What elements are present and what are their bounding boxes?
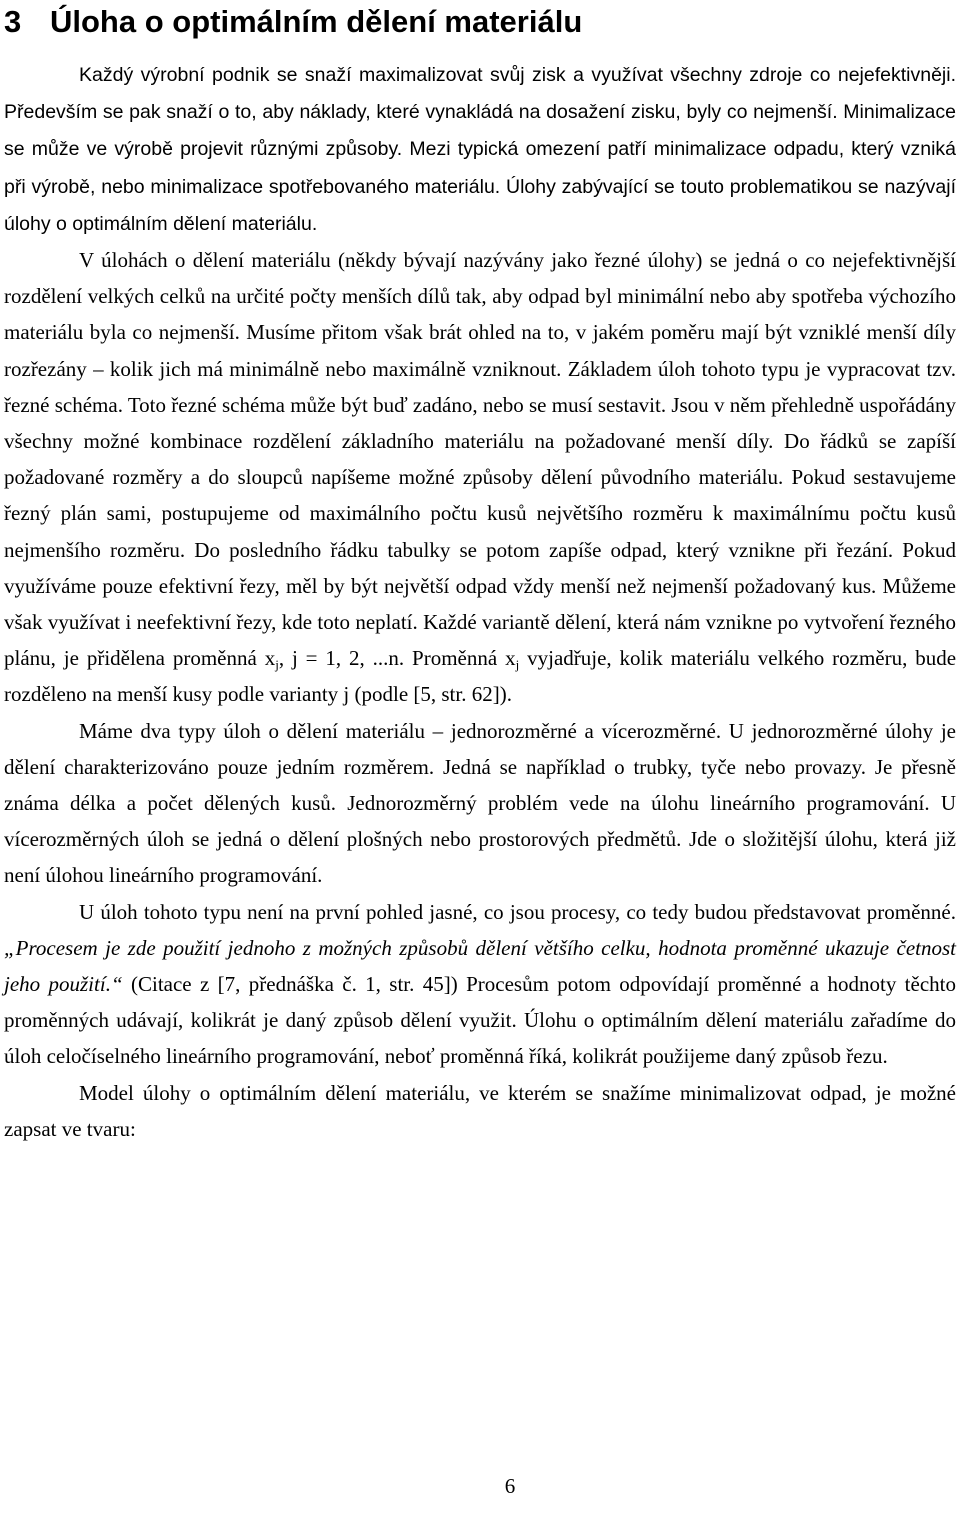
- variable-x-j-2-base: x: [505, 646, 516, 671]
- paragraph-3-text: Máme dva typy úloh o dělení materiálu – jednorozměrné a vícerozměrné. U jednorozměrné úlohy je dělení charakterizováno pouze jedním rozměrem. Jedná se například o trubky, tyče nebo provazy. Je přesně známa délka a počet dělených kusů. Jednorozměrný problém vede na úlohu lineárního programování. U vícerozměrných úloh se jedná o dělení plošných nebo prostorových předmětů. Jde o složitější úlohu, která již není úlohou lineárního programování.: [4, 718, 956, 888]
- paragraph-4: [4, 894, 956, 1075]
- paragraph-3: [4, 713, 956, 894]
- paragraph-5-text: Model úlohy o optimálním dělení materiálu, ve kterém se snažíme minimalizovat odpad, je možné zapsat ve tvaru:: [4, 1080, 956, 1141]
- paragraph-4-text-1: U úloh tohoto typu není na první pohled jasné, co jsou procesy, co tedy budou představovat proměnné.: [79, 899, 956, 924]
- paragraph-2-text-3: vyjadřuje, kolik materiálu velkého rozměru, bude rozděleno na menší kusy podle varianty j (podle [5, str. 62]).: [4, 646, 957, 707]
- paragraph-2-text-2: , j = 1, 2, ...n. Proměnná: [278, 646, 498, 671]
- italic-quote: „Procesem je zde použití jednoho z možných způsobů dělení většího celku, hodnota proměnné ukazuje četnost jeho použití.“: [4, 935, 956, 997]
- paragraph-2-text-1: V úlohách o dělení materiálu (někdy bývají nazývány jako řezné úlohy) se jedná o co nejefektivnější rozdělení velkých celků na určité počty menších dílů tak, aby odpad byl minimální nebo aby spotřeba výchozího materiálu byla co nejmenší. Musíme přitom však brát ohled na to, v jakém poměru mají být vzniklé menší díly rozřezány – kolik jich má minimálně nebo maximálně vzniknout. Základem úloh tohoto typu je vypracovat tzv. řezné schéma. Toto řezné schéma může být buď zadáno, nebo se musí sestavit. Jsou v něm přehledně uspořádány všechny možné kombinace rozdělení základního materiálu na požadované menší díly. Do řádků se zapíší požadované rozměry a do sloupců napíšeme možné způsoby dělení původního materiálu. Pokud sestavujeme řezný plán sami, postupujeme od maximálního počtu kusů největšího rozměru k maximálnímu počtu kusů nejmenšího rozměru. Do posledního řádku tabulky se potom zapíše odpad, který vznikne při řezání. Pokud využíváme pouze efektivní řezy, měl by být největší odpad vždy menší než nejmenší požadovaný kus. Můžeme však využívat i neefektivní řezy, kde toto neplatí. Každé variantě dělení, která nám vznikne po vytvoření řezného plánu, je přidělena proměnná: [4, 248, 956, 671]
- variable-x-j-1-subscript: j: [275, 657, 279, 673]
- paragraph-2: [4, 242, 956, 713]
- variable-x-j-2-subscript: j: [515, 657, 520, 673]
- variable-x-j-2: [505, 646, 520, 673]
- paragraph-4-text-2: (Citace z [7, přednáška č. 1, str. 45]) Procesům potom odpovídají proměnné a hodnoty těchto proměnných udávají, kolikrát je daný způsob dělení využit. Úlohu o optimálním dělení materiálu zařadíme do úloh celočíselného lineárního programování, neboť proměnná říká, kolikrát použijeme daný způsob řezu.: [4, 972, 956, 1069]
- variable-x-j-1-base: x: [264, 646, 276, 671]
- paragraph-5: [4, 1075, 956, 1147]
- paragraph-1: [4, 56, 956, 242]
- section-heading: [4, 2, 582, 42]
- paragraph-1-text: Každý výrobní podnik se snaží maximalizovat svůj zisk a využívat všechny zdroje co nejefektivněji. Především se pak snaží o to, aby náklady, které vynakládá na dosažení zisku, byly co nejmenší. Minimalizace se může ve výrobě projevit různými způsoby. Mezi typická omezení patří minimalizace odpadu, který vzniká při výrobě, nebo minimalizace spotřebovaného materiálu. Úlohy zabývající se touto problematikou se nazývají úlohy o optimálním dělení materiálu.: [4, 64, 956, 235]
- body-text: [4, 56, 956, 1147]
- section-number: 3: [4, 4, 22, 39]
- section-title: Úloha o optimálním dělení materiálu: [50, 4, 583, 39]
- variable-x-j-1: [264, 646, 279, 673]
- page-number: 6: [504, 1474, 516, 1498]
